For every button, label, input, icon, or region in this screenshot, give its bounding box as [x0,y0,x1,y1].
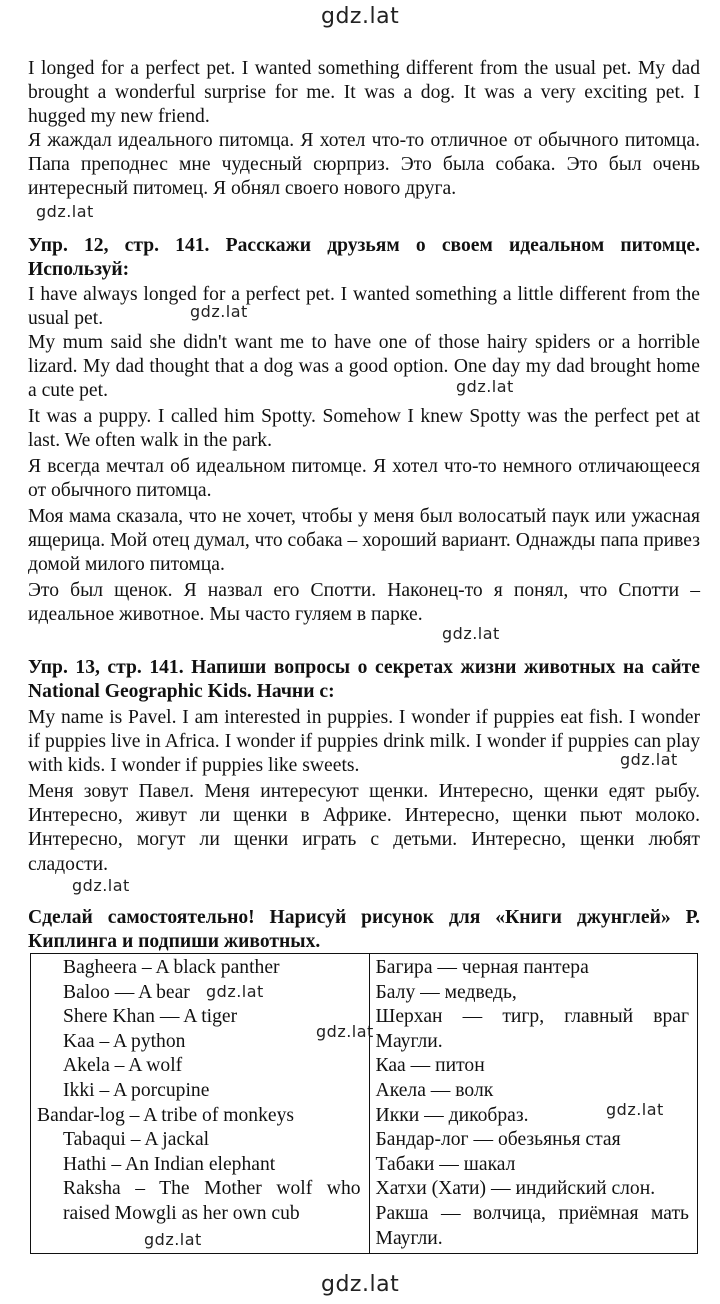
watermark: gdz.lat [442,624,500,643]
character-english: Kaa – A python [63,1030,186,1052]
character-russian: Табаки — шакал [375,1153,516,1175]
character-russian: Багира — черная пантера [375,957,589,978]
character-english: Ikki – A porcupine [63,1079,210,1101]
document-page [28,0,700,1304]
watermark-top: gdz.lat [321,4,400,29]
exercise-12-paragraph: Моя мама сказала, что не хочет, чтобы у меня был волосатый паук или ужасная ящерица. Мой отец думал, что собака – хороший вариант. Однажды папа привез домой милого питомца. [28,506,700,576]
character-russian: Балу — медведь, [375,981,517,1003]
watermark: gdz.lat [190,302,248,321]
exercise-13-heading: Упр. 13, стр. 141. Напиши вопросы о секретах жизни животных на сайте National Geographic Kids. Начни с: [28,657,700,703]
watermark: gdz.lat [36,202,94,221]
watermark: gdz.lat [144,1230,202,1249]
character-russian: Каа — питон [375,1055,485,1077]
story-russian: Я жаждал идеального питомца. Я хотел что-то отличное от обычного питомца. Папа преподнес мне чудесный сюрприз. Это была собака. Это был очень интересный питомец. Я обнял своего нового друга. [28,130,700,200]
exercise-13-russian: Меня зовут Павел. Меня интересуют щенки. Интересно, щенки едят рыбу. Интересно, живут ли щенки в Африке. Интересно, щенки пьют молоко. Интересно, могут ли щенки играть с детьми. Интересно, щенки любят сладости. [28,781,700,875]
character-english: Hathi – An Indian elephant [63,1153,276,1175]
watermark: gdz.lat [206,982,264,1001]
exercise-12-heading: Упр. 12, стр. 141. Расскажи друзьям о своем идеальном питомце. Используй: [28,235,700,281]
exercise-13-english: My name is Pavel. I am interested in puppies. I wonder if puppies eat fish. I wonder if puppies live in Africa. I wonder if puppies drink milk. I wonder if puppies can play with kids. I wonder if puppies like sweets. [28,707,700,777]
exercise-12-paragraph: My mum said she didn't want me to have one of those hairy spiders or a horrible lizard. My dad thought that a dog was a good option. One day my dad brought home a cute pet. [28,332,700,402]
watermark: gdz.lat [72,876,130,895]
watermark: gdz.lat [620,750,678,769]
character-russian: Шерхан — тигр, главный враг Маугли. [375,1006,689,1052]
character-english: Bagheera – A black panther [63,957,280,978]
watermark: gdz.lat [456,377,514,396]
character-russian: Акела — волк [375,1079,494,1101]
english-names-column [31,954,370,1254]
character-english: Shere Khan — A tiger [63,1006,238,1028]
jungle-book-characters-table [30,953,698,1254]
character-russian: Ракша — волчица, приёмная мать Маугли. [375,1202,689,1249]
watermark: gdz.lat [316,1022,374,1041]
character-english: Tabaqui – A jackal [63,1129,210,1151]
character-russian: Икки — дикобраз. [375,1104,529,1126]
story-english: I longed for a perfect pet. I wanted something different from the usual pet. My dad brought a wonderful surprise for me. It was a dog. It was a very exciting pet. I hugged my new friend. [28,58,700,128]
exercise-12-paragraph: Это был щенок. Я назвал его Спотти. Наконец-то я понял, что Спотти – идеальное животное. Мы часто гуляем в парке. [28,580,700,626]
selfwork-heading: Сделай самостоятельно! Нарисуй рисунок для «Книги джунглей» Р. Киплинга и подпиши животных. [28,907,700,953]
character-russian: Бандар-лог — обезьянья стая [375,1129,621,1151]
character-english: Raksha – The Mother wolf who raised Mowgli as her own cub [63,1178,361,1224]
character-english: Baloo — A bear [63,981,190,1003]
exercise-12-paragraph: Я всегда мечтал об идеальном питомце. Я хотел что-то немного отличающееся от обычного питомца. [28,456,700,502]
character-russian: Хатхи (Хати) — индийский слон. [375,1178,656,1200]
watermark: gdz.lat [606,1100,664,1119]
character-english: Bandar-log – A tribe of monkeys [37,1104,295,1126]
watermark-bottom: gdz.lat [321,1272,400,1297]
russian-names-column [369,954,697,1254]
exercise-12-paragraph: It was a puppy. I called him Spotty. Somehow I knew Spotty was the perfect pet at last. We often walk in the park. [28,406,700,452]
exercise-12-paragraph: I have always longed for a perfect pet. I wanted something a little different from the usual pet. [28,284,700,330]
character-english: Akela – A wolf [63,1055,183,1077]
